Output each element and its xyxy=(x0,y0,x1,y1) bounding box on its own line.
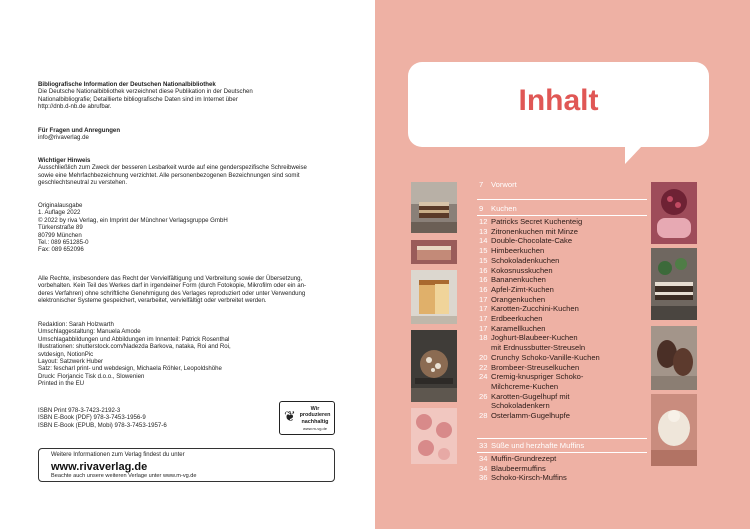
credits-line: Printed in the EU xyxy=(38,380,85,388)
toc-label: Bananenkuchen xyxy=(491,275,546,285)
notice-line: Ausschließlich zum Zweck der besseren Lesbarkeit wurde auf eine genderspezifische Schreibweise xyxy=(38,164,307,172)
toc-page: 34 xyxy=(479,454,488,463)
toc-page: 24 xyxy=(479,372,488,382)
biblio-line: Nationalbibliografie; Detaillierte bibliografische Daten sind im Internet über xyxy=(38,95,238,103)
photo-marble-cake xyxy=(411,330,457,402)
toc-label: Schoko-Kirsch-Muffins xyxy=(491,473,567,483)
imprint-block xyxy=(38,202,350,254)
toc-label: Schokoladenkern xyxy=(491,401,550,411)
biblio-block xyxy=(38,81,350,111)
imprint-line: Tel.: 089 651285-0 xyxy=(38,239,89,247)
photo-raspberry-tart xyxy=(651,182,697,244)
publisher-url: www.rivaverlag.de xyxy=(51,461,148,473)
toc-page: 36 xyxy=(479,473,488,483)
publisher-intro: Weitere Informationen zum Verlag findest du unter xyxy=(51,452,185,458)
isbn-line: ISBN E-Book (EPUB, Mobi) 978-3-7453-1957-6 xyxy=(38,421,167,429)
credits-line: Layout: Satzwerk Huber xyxy=(38,358,104,366)
toc-page: 12 xyxy=(479,217,488,226)
toc-page: 14 xyxy=(479,236,488,246)
publisher-info-box xyxy=(38,448,335,482)
toc-label: Himbeerkuchen xyxy=(491,246,545,256)
toc-label: Süße und herzhafte Muffins xyxy=(491,441,585,450)
toc-label: Karotten-Zucchini-Kuchen xyxy=(491,304,579,314)
photo-chocolate-cake xyxy=(411,182,457,233)
photo-green-cake xyxy=(651,248,697,320)
badge-text: Wir produzieren nachhaltig xyxy=(299,406,331,425)
credits-line: Redaktion: Sarah Holzwarth xyxy=(38,321,114,328)
toc-label: mit Erdnussbutter-Streuseln xyxy=(491,343,586,353)
imprint-line: 1. Auflage 2022 xyxy=(38,209,81,217)
toc-page: 17 xyxy=(479,294,488,304)
toc-page: 13 xyxy=(479,226,488,236)
credits-block xyxy=(38,321,350,388)
rights-line: elektronischer Systeme gespeichert, verarbeitet, vervielfältigt oder verbreitet werden. xyxy=(38,297,267,305)
toc-page: 34 xyxy=(479,463,488,473)
toc-page: 9 xyxy=(479,204,484,213)
photo-pink-cupcakes xyxy=(411,408,457,464)
toc-page: 26 xyxy=(479,391,488,401)
toc-label: Blaubeermuffins xyxy=(491,463,546,473)
toc-label: Orangenkuchen xyxy=(491,294,546,304)
imprint-line: Türkenstraße 89 xyxy=(38,224,83,232)
imprint-line: Fax: 089 652096 xyxy=(38,246,84,254)
toc-label: Brombeer-Streuselkuchen xyxy=(491,362,580,372)
toc-page: 16 xyxy=(479,265,488,275)
toc-page: 15 xyxy=(479,255,488,265)
toc-label: Zitronenkuchen mit Minze xyxy=(491,226,578,236)
rights-block xyxy=(38,275,350,305)
biblio-line: http://dnb.d-nb.de abrufbar. xyxy=(38,103,112,111)
toc-page: 16 xyxy=(479,275,488,285)
publisher-more: Beachte auch unsere weiteren Verlage unter www.m-vg.de xyxy=(51,473,197,479)
photo-lamb-cake xyxy=(651,394,697,466)
toc-label: Kuchen xyxy=(491,204,517,213)
biblio-line: Die Deutsche Nationalbibliothek verzeichnet diese Publikation in der Deutschen xyxy=(38,88,253,96)
contact-block xyxy=(38,127,350,142)
notice-line: sowie eine Mehrfachbezeichnung verzichtet. Alle personenbezogenen Bezeichnungen sind somit xyxy=(38,171,300,179)
photo-chocolate-gugelhupf xyxy=(651,326,697,390)
toc-label: Crunchy Schoko-Vanille-Kuchen xyxy=(491,352,600,362)
isbn-line: ISBN E-Book (PDF) 978-3-7453-1956-9 xyxy=(38,414,146,422)
toc-page: 16 xyxy=(479,284,488,294)
leaf-icon: ❦ xyxy=(284,408,296,424)
toc-page: 17 xyxy=(479,304,488,314)
contact-heading: Für Fragen und Anregungen xyxy=(38,127,121,134)
notice-block xyxy=(38,157,350,187)
imprint-line: 80799 München xyxy=(38,231,82,239)
section-divider xyxy=(477,199,647,200)
isbn-line: ISBN Print 978-3-7423-2192-3 xyxy=(38,407,121,414)
badge-url: www.m-vg.de xyxy=(302,426,327,431)
credits-line: Druck: Florjancic Tisk d.o.o., Slowenien xyxy=(38,372,145,380)
speech-bubble-tail xyxy=(625,146,642,164)
toc-page: 15 xyxy=(479,246,488,256)
imprint-line: © 2022 by riva Verlag, ein Imprint der Münchner Verlagsgruppe GmbH xyxy=(38,216,228,224)
notice-heading: Wichtiger Hinweis xyxy=(38,157,91,164)
credits-line: Illustrationen: shutterstock.com/Nadezda Barkova, nataka, Roi and Roi, xyxy=(38,343,231,351)
toc-page: 18 xyxy=(479,333,488,343)
toc-label: Karamellkuchen xyxy=(491,323,546,333)
credits-line: Umschlaggestaltung: Manuela Amode xyxy=(38,328,141,336)
speech-bubble xyxy=(408,62,709,147)
toc-label: Milchcreme-Kuchen xyxy=(491,381,559,391)
rights-line: deres Verfahren) ohne schriftliche Genehmigung des Verlages reproduziert oder unter Verwendung xyxy=(38,289,306,297)
notice-line: geschlechtsneutral zu verstehen. xyxy=(38,179,128,187)
credits-line: Satz: fescharl print- und webdesign, Michaela Röhler, Leopoldshöhe xyxy=(38,365,222,373)
toc-page: 33 xyxy=(479,441,488,450)
section-divider xyxy=(477,452,647,453)
biblio-heading: Bibliografische Information der Deutschen Nationalbibliothek xyxy=(38,81,216,88)
sustainability-badge xyxy=(279,401,335,435)
toc-page: 28 xyxy=(479,411,488,420)
toc-page: 7 xyxy=(479,180,484,189)
toc-label: Karotten-Gugelhupf mit xyxy=(491,391,570,401)
rights-line: vorbehalten. Kein Teil des Werkes darf in irgendeiner Form (durch Fotokopie, Mikrofilm oder ein an- xyxy=(38,282,307,290)
rights-line: Alle Rechte, insbesondere das Recht der Vervielfältigung und Verbreitung sowie der Übersetzung, xyxy=(38,275,303,282)
toc-label: Patricks Secret Kuchenteig xyxy=(491,217,583,226)
imprint-line: Originalausgabe xyxy=(38,202,83,209)
toc-label: Osterlamm-Gugelhupfe xyxy=(491,411,570,420)
toc-label: Cremig-knuspriger Schoko- xyxy=(491,372,584,382)
section-divider xyxy=(477,438,647,439)
toc-page: 17 xyxy=(479,323,488,333)
toc-label: Apfel-Zimt-Kuchen xyxy=(491,284,554,294)
credits-line: svtdesign, NotionPic xyxy=(38,350,94,358)
toc-label: Double-Chocolate-Cake xyxy=(491,236,573,246)
toc-label: Kokosnusskuchen xyxy=(491,265,553,275)
section-divider xyxy=(477,215,647,216)
toc-label: Erdbeerkuchen xyxy=(491,314,543,323)
contact-email: info@rivaverlag.de xyxy=(38,134,89,142)
photo-pound-cake xyxy=(411,270,457,324)
credits-line: Umschlagabbildungen und Abbildungen im Innenteil: Patrick Rosenthal xyxy=(38,335,230,343)
contents-page xyxy=(375,0,750,529)
toc-label: Muffin-Grundrezept xyxy=(491,454,557,463)
toc-label: Schokoladenkuchen xyxy=(491,255,560,265)
toc-page: 20 xyxy=(479,352,488,362)
toc-label: Vorwort xyxy=(491,180,517,189)
toc-page: 17 xyxy=(479,314,488,323)
toc-page: 22 xyxy=(479,362,488,372)
contents-title: Inhalt xyxy=(518,84,599,117)
toc-label: Joghurt-Blaubeer-Kuchen xyxy=(491,333,578,343)
